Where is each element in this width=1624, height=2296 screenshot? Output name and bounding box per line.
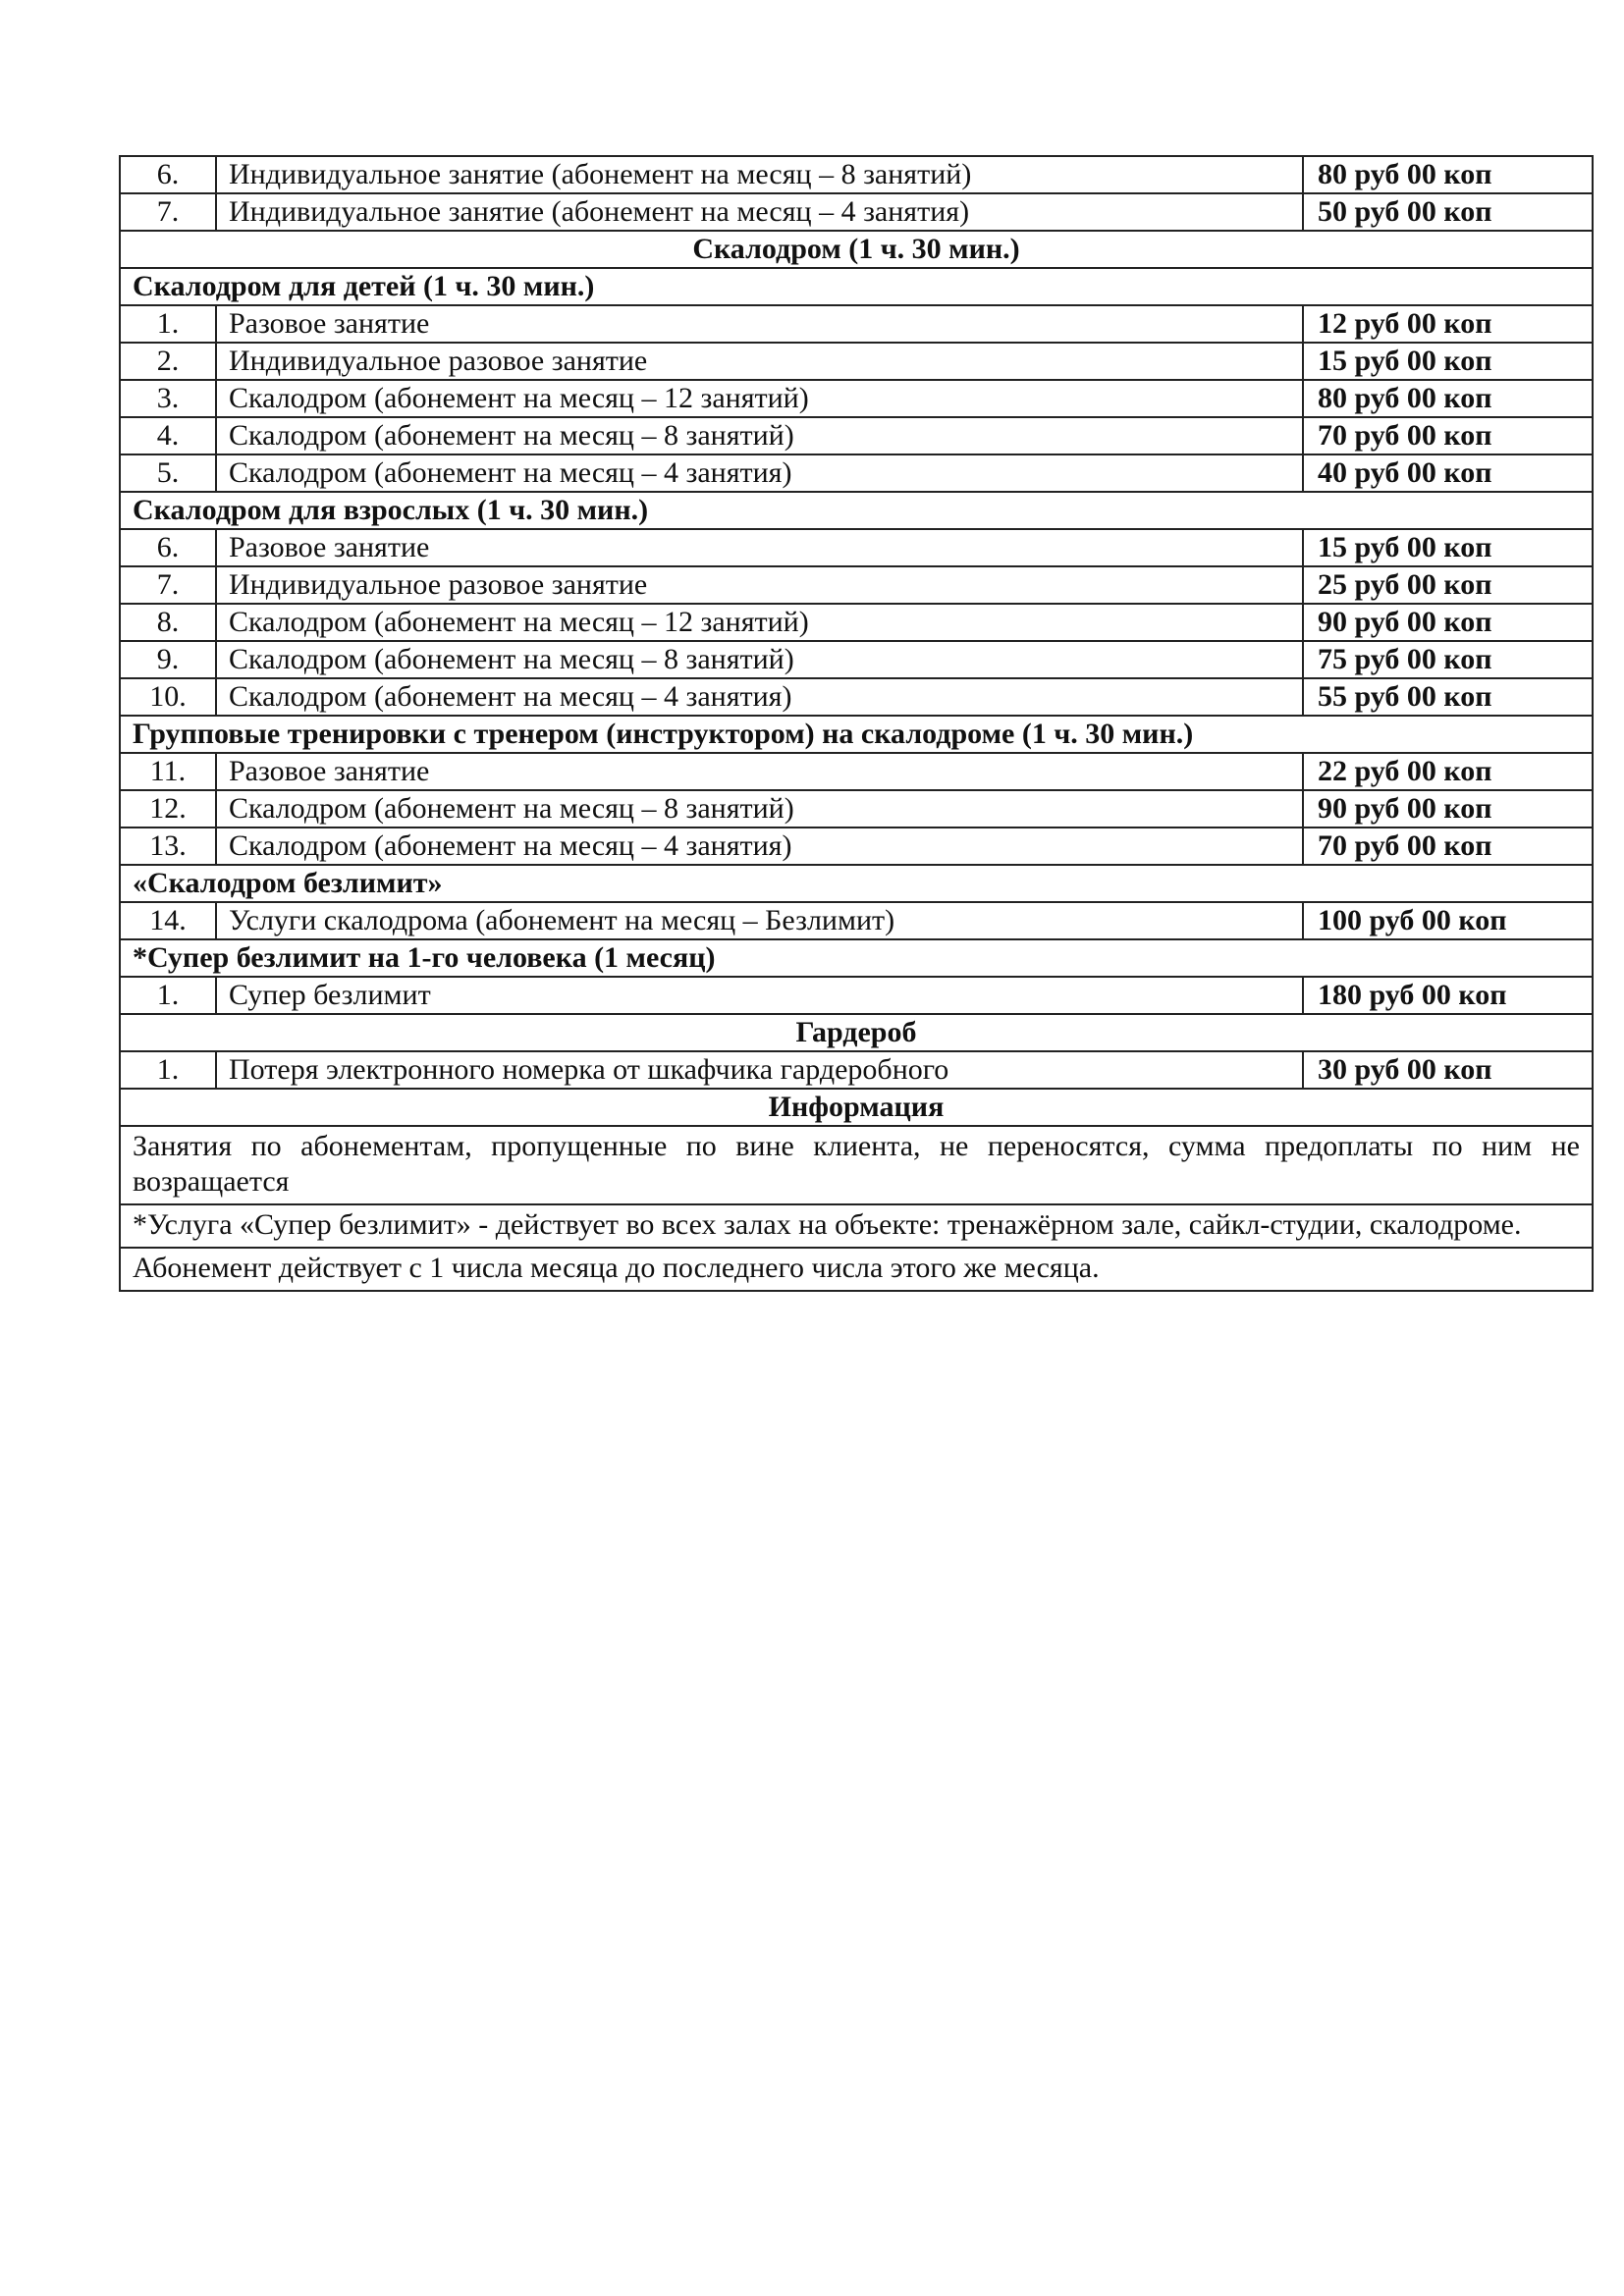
table-row — [120, 193, 1593, 231]
section-header-row — [120, 1089, 1593, 1126]
subsection-header-row — [120, 939, 1593, 977]
service-name: Скалодром (абонемент на месяц – 8 занятий) — [216, 417, 1303, 454]
row-number: 10. — [120, 678, 216, 716]
service-price: 55 руб 00 коп — [1303, 678, 1593, 716]
service-price: 75 руб 00 коп — [1303, 641, 1593, 678]
section-title: Информация — [120, 1089, 1593, 1126]
table-row — [120, 641, 1593, 678]
info-row — [120, 1204, 1593, 1248]
subsection-title: Групповые тренировки с тренером (инструктором) на скалодроме (1 ч. 30 мин.) — [120, 716, 1593, 753]
table-row — [120, 156, 1593, 193]
row-number: 7. — [120, 566, 216, 604]
service-name: Индивидуальное разовое занятие — [216, 566, 1303, 604]
row-number: 11. — [120, 753, 216, 790]
table-row — [120, 678, 1593, 716]
section-header-row — [120, 231, 1593, 268]
table-row — [120, 529, 1593, 566]
service-price: 22 руб 00 коп — [1303, 753, 1593, 790]
table-row — [120, 977, 1593, 1014]
service-name: Скалодром (абонемент на месяц – 4 занятия) — [216, 678, 1303, 716]
row-number: 3. — [120, 380, 216, 417]
service-price: 30 руб 00 коп — [1303, 1051, 1593, 1089]
service-price: 90 руб 00 коп — [1303, 790, 1593, 828]
subsection-header-row — [120, 492, 1593, 529]
row-number: 6. — [120, 529, 216, 566]
service-name: Индивидуальное занятие (абонемент на месяц – 4 занятия) — [216, 193, 1303, 231]
service-price: 15 руб 00 коп — [1303, 529, 1593, 566]
service-name: Скалодром (абонемент на месяц – 8 занятий) — [216, 790, 1303, 828]
service-name: Скалодром (абонемент на месяц – 4 занятия) — [216, 454, 1303, 492]
service-price: 90 руб 00 коп — [1303, 604, 1593, 641]
row-number: 9. — [120, 641, 216, 678]
table-row — [120, 454, 1593, 492]
row-number: 1. — [120, 305, 216, 343]
info-text: *Услуга «Супер безлимит» - действует во всех залах на объекте: тренажёрном зале, сайкл-студии, скалодроме. — [120, 1204, 1593, 1248]
row-number: 8. — [120, 604, 216, 641]
subsection-title: Скалодром для детей (1 ч. 30 мин.) — [120, 268, 1593, 305]
row-number: 7. — [120, 193, 216, 231]
row-number: 4. — [120, 417, 216, 454]
table-row — [120, 1051, 1593, 1089]
price-table — [119, 155, 1594, 1292]
service-name: Разовое занятие — [216, 753, 1303, 790]
service-price: 40 руб 00 коп — [1303, 454, 1593, 492]
service-name: Индивидуальное разовое занятие — [216, 343, 1303, 380]
row-number: 5. — [120, 454, 216, 492]
table-row — [120, 902, 1593, 939]
table-body — [120, 156, 1593, 1291]
row-number: 1. — [120, 1051, 216, 1089]
service-name: Скалодром (абонемент на месяц – 8 занятий) — [216, 641, 1303, 678]
section-title: Скалодром (1 ч. 30 мин.) — [120, 231, 1593, 268]
row-number: 13. — [120, 828, 216, 865]
service-name: Разовое занятие — [216, 529, 1303, 566]
service-price: 15 руб 00 коп — [1303, 343, 1593, 380]
table-row — [120, 417, 1593, 454]
row-number: 6. — [120, 156, 216, 193]
section-title: Гардероб — [120, 1014, 1593, 1051]
row-number: 1. — [120, 977, 216, 1014]
info-text: Абонемент действует с 1 числа месяца до последнего числа этого же месяца. — [120, 1248, 1593, 1291]
service-name: Скалодром (абонемент на месяц – 12 занятий) — [216, 380, 1303, 417]
service-name: Индивидуальное занятие (абонемент на месяц – 8 занятий) — [216, 156, 1303, 193]
table-row — [120, 604, 1593, 641]
info-row — [120, 1126, 1593, 1204]
service-name: Разовое занятие — [216, 305, 1303, 343]
service-price: 12 руб 00 коп — [1303, 305, 1593, 343]
table-row — [120, 753, 1593, 790]
service-name: Скалодром (абонемент на месяц – 4 занятия) — [216, 828, 1303, 865]
table-row — [120, 305, 1593, 343]
row-number: 14. — [120, 902, 216, 939]
table-row — [120, 790, 1593, 828]
table-row — [120, 828, 1593, 865]
service-price: 100 руб 00 коп — [1303, 902, 1593, 939]
service-name: Супер безлимит — [216, 977, 1303, 1014]
table-row — [120, 380, 1593, 417]
service-price: 50 руб 00 коп — [1303, 193, 1593, 231]
service-price: 80 руб 00 коп — [1303, 380, 1593, 417]
subsection-title: «Скалодром безлимит» — [120, 865, 1593, 902]
table-row — [120, 566, 1593, 604]
subsection-title: *Супер безлимит на 1-го человека (1 месяц) — [120, 939, 1593, 977]
section-header-row — [120, 1014, 1593, 1051]
service-name: Скалодром (абонемент на месяц – 12 занятий) — [216, 604, 1303, 641]
service-price: 70 руб 00 коп — [1303, 417, 1593, 454]
subsection-header-row — [120, 865, 1593, 902]
service-name: Потеря электронного номерка от шкафчика гардеробного — [216, 1051, 1303, 1089]
row-number: 2. — [120, 343, 216, 380]
service-price: 80 руб 00 коп — [1303, 156, 1593, 193]
subsection-header-row — [120, 268, 1593, 305]
subsection-header-row — [120, 716, 1593, 753]
service-price: 25 руб 00 коп — [1303, 566, 1593, 604]
service-name: Услуги скалодрома (абонемент на месяц – Безлимит) — [216, 902, 1303, 939]
row-number: 12. — [120, 790, 216, 828]
info-row — [120, 1248, 1593, 1291]
table-row — [120, 343, 1593, 380]
subsection-title: Скалодром для взрослых (1 ч. 30 мин.) — [120, 492, 1593, 529]
info-text: Занятия по абонементам, пропущенные по вине клиента, не переносятся, сумма предоплаты по ним не возращается — [120, 1126, 1593, 1204]
service-price: 70 руб 00 коп — [1303, 828, 1593, 865]
service-price: 180 руб 00 коп — [1303, 977, 1593, 1014]
